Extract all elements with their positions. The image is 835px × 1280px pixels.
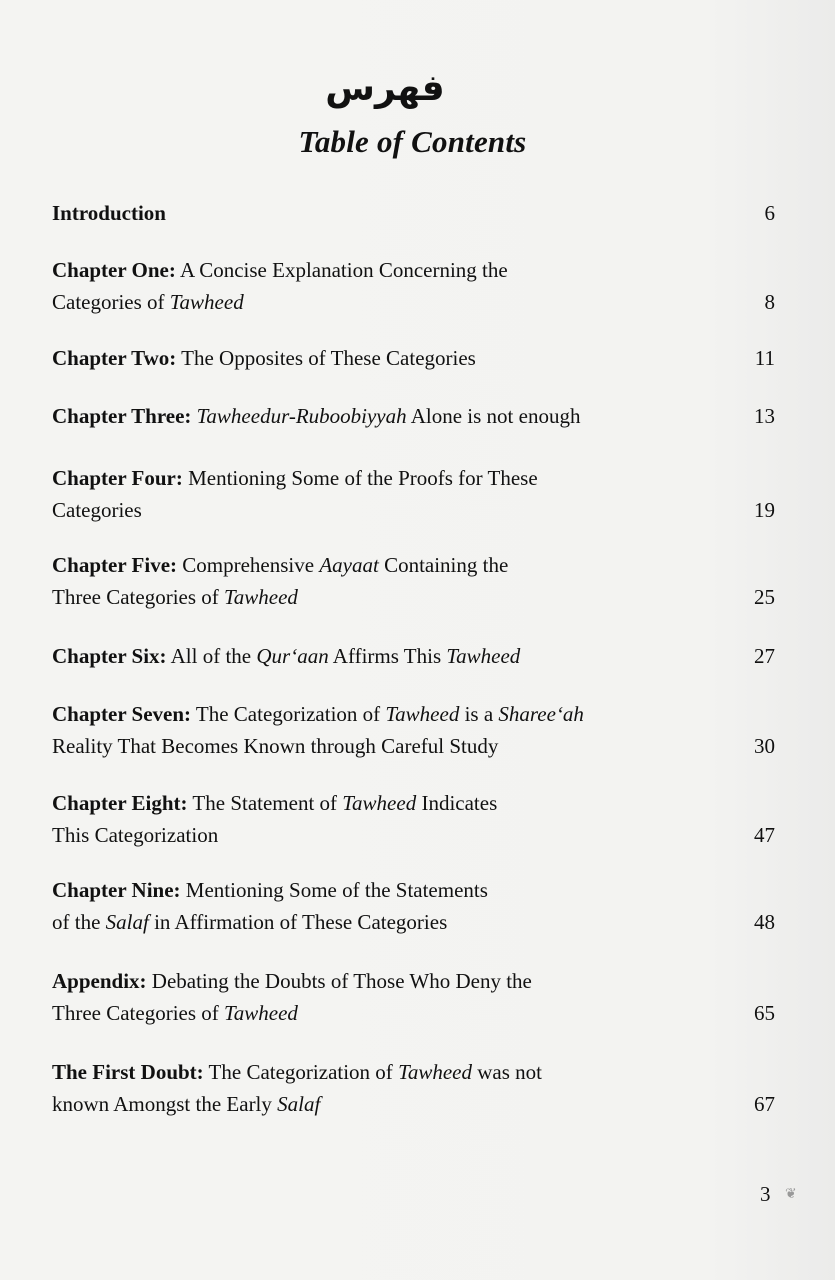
entry-text: The Categorization of: [191, 702, 386, 726]
toc-entry: [52, 1056, 775, 1120]
toc-entry-line: [52, 698, 752, 730]
entry-italic-term: Salaf: [105, 910, 149, 934]
entry-italic-term: Salaf: [277, 1092, 321, 1116]
entry-italic-term: Tawheed: [398, 1060, 472, 1084]
entry-text: Indicates: [416, 791, 498, 815]
toc-entry-line: [52, 494, 752, 526]
toc-entry: [52, 462, 775, 526]
toc-entry: [52, 698, 775, 762]
entry-text: of the: [52, 910, 106, 934]
toc-entry: [52, 400, 775, 432]
entry-page-number: 25: [754, 585, 775, 609]
toc-entry-line: [52, 342, 752, 374]
toc-entry: [52, 874, 775, 938]
entry-text: Three Categories of: [52, 1001, 225, 1025]
entry-italic-term: Tawheed: [224, 585, 298, 609]
toc-entry: [52, 549, 775, 613]
toc-entry-line: [52, 286, 752, 318]
entry-text: is a: [459, 702, 499, 726]
entry-italic-term: Qur‘aan: [256, 644, 329, 668]
toc-entry-line: [52, 1056, 752, 1088]
toc-entry: [52, 965, 775, 1029]
entry-text: A Concise Explanation Concerning the: [175, 258, 508, 282]
entry-heading: Chapter Three:: [52, 404, 192, 428]
entry-text: Mentioning Some of the Statements: [180, 878, 488, 902]
toc-entry: [52, 640, 775, 672]
entry-page-number: 27: [754, 644, 775, 668]
toc-entry: [52, 254, 775, 318]
entry-page-number: 6: [764, 201, 775, 225]
entry-italic-term: Tawheed: [446, 644, 521, 668]
toc-entry-line: [52, 787, 752, 819]
entry-heading: Introduction: [52, 201, 166, 225]
toc-entry-line: [52, 819, 752, 851]
entry-heading: Appendix:: [52, 969, 147, 993]
entry-text: The Statement of: [187, 791, 343, 815]
entry-italic-term: Tawheed: [169, 290, 244, 314]
entry-text: Mentioning Some of the Proofs for These: [182, 466, 538, 490]
entry-heading: Chapter Six:: [52, 644, 167, 668]
entry-page-number: 67: [754, 1092, 775, 1116]
entry-heading: The First Doubt:: [52, 1060, 204, 1084]
entry-heading: Chapter Seven:: [52, 702, 192, 726]
toc-entry-line: [52, 254, 752, 286]
entry-text: The Categorization of: [203, 1060, 399, 1084]
entry-italic-term: Tawheed: [342, 791, 417, 815]
entry-text: Comprehensive: [177, 553, 320, 577]
entry-heading: Chapter Eight:: [52, 791, 188, 815]
toc-entry-line: [52, 1088, 752, 1120]
page-title: Table of Contents: [298, 124, 527, 159]
toc-entry-line: [52, 640, 752, 672]
arabic-title: فهرس: [325, 68, 445, 109]
entry-text: in Affirmation of These Categories: [148, 910, 448, 934]
entry-text: Reality That Becomes Known through Careful Study: [52, 734, 499, 758]
entry-page-number: 30: [754, 734, 775, 758]
entry-italic-term: Tawheed: [385, 702, 460, 726]
entry-heading: Chapter Four:: [52, 466, 183, 490]
entry-text: Categories of: [52, 290, 170, 314]
toc-entry: [52, 342, 775, 374]
entry-page-number: 13: [754, 404, 775, 428]
entry-italic-term: Tawheed: [224, 1001, 298, 1025]
entry-text: was not: [471, 1060, 542, 1084]
entry-heading: Chapter Two:: [52, 346, 177, 370]
entry-page-number: 65: [754, 1001, 775, 1025]
toc-entry-line: [52, 549, 752, 581]
entry-italic-term: Aayaat: [319, 553, 379, 577]
toc-entry-line: [52, 462, 752, 494]
toc-entry: [52, 787, 775, 851]
toc-entry: [52, 197, 775, 229]
toc-entry-line: [52, 997, 752, 1029]
ornament-icon: ❦: [785, 1186, 797, 1202]
entry-text: Categories: [52, 498, 142, 522]
entry-text: Alone is not enough: [406, 404, 581, 428]
toc-entry-line: [52, 874, 752, 906]
entry-heading: Chapter Nine:: [52, 878, 181, 902]
entry-italic-term: Tawheedur-Ruboobiyyah: [196, 404, 407, 428]
entry-page-number: 47: [754, 823, 775, 847]
toc-entry-line: [52, 730, 752, 762]
toc-entry-line: [52, 906, 752, 938]
entry-page-number: 48: [754, 910, 775, 934]
entry-italic-term: Sharee‘ah: [498, 702, 584, 726]
entry-page-number: 8: [764, 290, 775, 314]
entry-heading: Chapter Five:: [52, 553, 178, 577]
toc-entry-line: [52, 197, 752, 229]
page-number: 3: [760, 1182, 771, 1206]
toc-entry-line: [52, 400, 752, 432]
entry-text: The Opposites of These Categories: [176, 346, 476, 370]
entry-text: Affirms This: [328, 644, 447, 668]
entry-text: Debating the Doubts of Those Who Deny the: [146, 969, 532, 993]
entry-text: Three Categories of: [52, 585, 225, 609]
entry-text: All of the: [166, 644, 257, 668]
entry-text: Containing the: [378, 553, 509, 577]
toc-entry-line: [52, 965, 752, 997]
entry-page-number: 19: [754, 498, 775, 522]
entry-text: known Amongst the Early: [52, 1092, 278, 1116]
entry-page-number: 11: [754, 346, 775, 370]
entry-text: This Categorization: [52, 823, 219, 847]
entry-heading: Chapter One:: [52, 258, 176, 282]
toc-entry-line: [52, 581, 752, 613]
